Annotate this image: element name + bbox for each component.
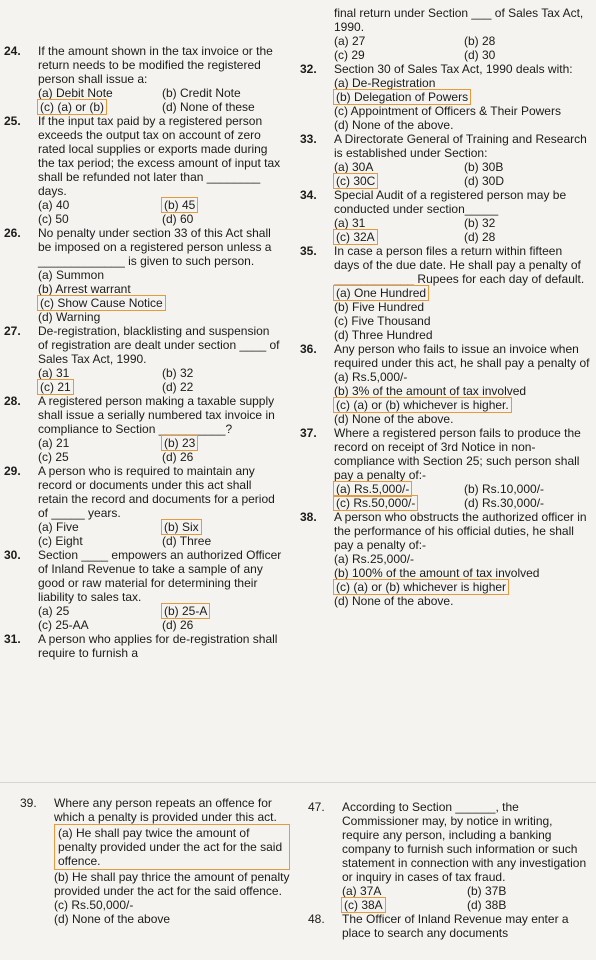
bottom-left-column	[20, 796, 290, 960]
answer-option	[464, 230, 590, 244]
question-item	[4, 548, 282, 632]
answer-option	[334, 328, 590, 342]
answer-option	[38, 310, 282, 324]
highlighted-answer: (b) 23	[164, 436, 196, 450]
answer-option	[334, 286, 590, 300]
question-item	[300, 426, 590, 510]
option-text: (c) Appointment of Officers & Their Powers	[334, 104, 561, 118]
option-text: (b) 3% of the amount of tax involved	[334, 384, 527, 398]
option-text: (b) 30B	[464, 160, 504, 174]
option-text: (d) 28	[464, 230, 496, 244]
question-text: Special Audit of a registered person may be conducted under section_____	[334, 188, 567, 216]
option-text: (a) 40	[38, 198, 70, 212]
option-text: (d) None of these	[162, 100, 255, 114]
right-column	[300, 6, 590, 776]
question-continuation	[300, 6, 590, 62]
answer-option	[464, 34, 590, 48]
highlighted-answer: (c) 30C	[336, 174, 376, 188]
options-list	[38, 268, 282, 324]
answer-option	[38, 86, 158, 100]
answer-option	[334, 174, 460, 188]
option-text: (b) 100% of the amount of tax involved	[334, 566, 540, 580]
question-text: If the input tax paid by a registered person exceeds the output tax on account of zero rated local supplies or exports made during the tax period; the excess amount of input tax shall be refunded not later than ________ days.	[38, 114, 281, 198]
question-number: 30.	[4, 548, 21, 562]
highlighted-answer: (c) 38A	[344, 898, 383, 912]
option-text: (d) 30	[464, 48, 496, 62]
option-text: (a) Rs.25,000/-	[334, 552, 415, 566]
answer-option	[334, 594, 590, 608]
answer-option	[162, 212, 282, 226]
option-text: (a) 27	[334, 34, 366, 48]
question-number: 35.	[300, 244, 317, 258]
highlighted-answer: (c) Show Cause Notice	[40, 296, 163, 310]
option-text: (b) 32	[162, 366, 194, 380]
option-text: (d) None of the above.	[334, 594, 454, 608]
answer-option	[38, 520, 158, 534]
question-item	[300, 342, 590, 426]
question-item	[20, 796, 290, 926]
highlighted-answer: (b) 45	[164, 198, 196, 212]
option-text: (d) 26	[162, 618, 194, 632]
answer-option	[38, 268, 282, 282]
answer-option	[334, 552, 590, 566]
highlighted-answer: (c) (a) or (b)	[40, 100, 104, 114]
answer-option	[334, 496, 460, 510]
answer-option	[464, 216, 590, 230]
question-text: According to Section ______, the Commissioner may, by notice in writing, require any person, including a banking company to furnish such information or such statement in connection with any investigation or inquiry in cases of tax fraud.	[342, 800, 587, 884]
highlighted-answer: (a) One Hundred	[336, 286, 427, 300]
answer-option	[464, 482, 590, 496]
left-column	[4, 44, 282, 774]
options-list	[38, 436, 282, 464]
highlighted-answer: (c) (a) or (b) whichever is higher	[336, 580, 507, 594]
question-text: No penalty under section 33 of this Act shall be imposed on a registered person unless a _____________ is given to such person.	[38, 226, 272, 268]
answer-option	[54, 824, 290, 870]
answer-option	[334, 48, 460, 62]
question-item	[300, 188, 590, 244]
answer-option	[54, 912, 290, 926]
answer-option	[464, 496, 590, 510]
option-text: (b) Rs.10,000/-	[464, 482, 545, 496]
answer-option	[334, 370, 590, 384]
option-text: (b) Five Hundred	[334, 300, 425, 314]
options-list	[38, 198, 282, 226]
continuation-options	[334, 34, 590, 62]
option-text: (c) 25-AA	[38, 618, 89, 632]
option-text: (d) 38B	[467, 898, 507, 912]
answer-option	[464, 160, 590, 174]
option-text: (a) Rs.5,000/-	[334, 370, 408, 384]
answer-option	[162, 534, 282, 548]
answer-option	[38, 282, 282, 296]
question-number: 26.	[4, 226, 21, 240]
answer-option	[464, 174, 590, 188]
question-text: In case a person files a return within fifteen days of the due date. He shall pay a penalty of ____________ Rupees for each day of default.	[334, 244, 585, 286]
question-item	[4, 464, 282, 548]
question-text: A person who applies for de-registration shall require to furnish a	[38, 632, 278, 660]
highlighted-answer: (b) Delegation of Powers	[336, 90, 469, 104]
question-item	[4, 324, 282, 394]
option-text: (c) Eight	[38, 534, 83, 548]
answer-option	[334, 104, 590, 118]
answer-option	[38, 212, 158, 226]
option-text: (a) 31	[38, 366, 70, 380]
highlighted-answer: (c) (a) or (b) whichever is higher.	[336, 398, 509, 412]
option-text: (a) 31	[334, 216, 366, 230]
question-text: Section ____ empowers an authorized Officer of Inland Revenue to take a sample of any good or raw material for determining their liability to sales tax.	[38, 548, 282, 604]
answer-option	[38, 436, 158, 450]
option-text: (b) Arrest warrant	[38, 282, 131, 296]
question-number: 31.	[4, 632, 21, 646]
answer-option	[38, 366, 158, 380]
answer-option	[334, 34, 460, 48]
question-item	[308, 912, 588, 940]
question-text: The Officer of Inland Revenue may enter a place to search any documents	[342, 912, 569, 940]
option-text: (c) 25	[38, 450, 69, 464]
answer-option	[162, 618, 282, 632]
options-list	[334, 370, 590, 426]
option-text: (a) 37A	[342, 884, 382, 898]
option-text: (d) None of the above.	[334, 118, 454, 132]
answer-option	[38, 534, 158, 548]
question-number: 29.	[4, 464, 21, 478]
option-text: (d) 60	[162, 212, 194, 226]
highlighted-answer: (b) 25-A	[164, 604, 208, 618]
answer-option	[334, 300, 590, 314]
highlighted-answer: (c) 21	[40, 380, 71, 394]
question-item	[4, 114, 282, 226]
option-text: (d) None of the above	[54, 912, 171, 926]
option-text: (a) 21	[38, 436, 70, 450]
question-text: A registered person making a taxable supply shall issue a serially numbered tax invoice in compliance to Section __________?	[38, 394, 275, 436]
answer-option	[334, 482, 460, 496]
continuation-text: final return under Section ___ of Sales Tax Act, 1990.	[334, 6, 584, 34]
answer-option	[334, 76, 590, 90]
answer-option	[38, 450, 158, 464]
question-item	[4, 226, 282, 324]
answer-option	[38, 198, 158, 212]
question-number: 34.	[300, 188, 317, 202]
question-text: Any person who fails to issue an invoice when required under this act, he shall pay a penalty of	[334, 342, 590, 370]
options-list	[38, 520, 282, 548]
answer-option	[162, 520, 282, 534]
answer-option	[334, 398, 590, 412]
answer-option	[162, 366, 282, 380]
question-text: A person who obstructs the authorized officer in the performance of his official duties, he shall pay a penalty of:-	[334, 510, 587, 552]
options-list	[334, 286, 590, 342]
answer-option	[54, 870, 290, 898]
question-text: De-registration, blacklisting and suspension of registration are dealt under section ____ of Sales Tax Act, 1990.	[38, 324, 280, 366]
options-list	[38, 604, 282, 632]
options-list	[334, 216, 590, 244]
question-item	[4, 394, 282, 464]
option-text: (a) Summon	[38, 268, 105, 282]
option-text: (c) 29	[334, 48, 365, 62]
answer-option	[334, 230, 460, 244]
question-item	[4, 44, 282, 114]
question-number: 32.	[300, 62, 317, 76]
answer-option	[38, 604, 158, 618]
question-item	[300, 62, 590, 132]
question-text: Section 30 of Sales Tax Act, 1990 deals with:	[334, 62, 573, 76]
answer-option	[38, 296, 282, 310]
option-text: (d) 26	[162, 450, 194, 464]
option-text: (b) 32	[464, 216, 496, 230]
options-list	[54, 824, 290, 926]
option-text: (a) De-Registration	[334, 76, 436, 90]
answer-option	[38, 618, 158, 632]
option-text: (c) Five Thousand	[334, 314, 431, 328]
answer-option	[334, 216, 460, 230]
question-number: 39.	[20, 796, 37, 810]
answer-option	[342, 884, 463, 898]
question-item	[300, 510, 590, 608]
answer-option	[162, 380, 282, 394]
question-text: A person who is required to maintain any record or documents under this act shall retain the record and documents for a period of _____ years.	[38, 464, 275, 520]
answer-option	[334, 412, 590, 426]
highlighted-answer: (a) Rs.5,000/-	[336, 482, 410, 496]
question-number: 25.	[4, 114, 21, 128]
answer-option	[334, 90, 590, 104]
question-text: A Directorate General of Training and Research is established under Section:	[334, 132, 587, 160]
question-number: 33.	[300, 132, 317, 146]
highlighted-answer: (a) He shall pay twice the amount of penalty provided under the act for the said offence.	[54, 824, 290, 870]
option-text: (d) Rs.30,000/-	[464, 496, 545, 510]
answer-option	[162, 436, 282, 450]
bottom-right-column	[308, 800, 588, 960]
option-text: (a) Five	[38, 520, 79, 534]
page-divider	[0, 782, 596, 791]
option-text: (b) 28	[464, 34, 496, 48]
question-number: 38.	[300, 510, 317, 524]
option-text: (d) 22	[162, 380, 194, 394]
option-text: (d) Three Hundred	[334, 328, 433, 342]
question-item	[300, 132, 590, 188]
answer-option	[38, 380, 158, 394]
option-text: (c) 50	[38, 212, 69, 226]
question-number: 28.	[4, 394, 21, 408]
option-text: (d) None of the above.	[334, 412, 454, 426]
options-list	[342, 884, 588, 912]
answer-option	[162, 450, 282, 464]
option-text: (a) 25	[38, 604, 70, 618]
answer-option	[467, 884, 588, 898]
answer-option	[342, 898, 463, 912]
option-text: (b) He shall pay thrice the amount of penalty provided under the act for the said offence.	[54, 870, 290, 898]
option-text: (d) Warning	[38, 310, 101, 324]
answer-option	[334, 118, 590, 132]
answer-option	[162, 100, 282, 114]
options-list	[334, 160, 590, 188]
answer-option	[162, 198, 282, 212]
question-item	[308, 800, 588, 912]
option-text: (d) 30D	[464, 174, 505, 188]
option-text: (a) Debit Note	[38, 86, 113, 100]
question-number: 48.	[308, 912, 325, 926]
question-number: 24.	[4, 44, 21, 58]
question-number: 36.	[300, 342, 317, 356]
question-item	[300, 244, 590, 342]
option-text: (b) 37B	[467, 884, 507, 898]
question-text: If the amount shown in the tax invoice or the return needs to be modified the registered person shall issue a:	[38, 44, 273, 86]
answer-option	[38, 100, 158, 114]
answer-option	[334, 566, 590, 580]
question-number: 47.	[308, 800, 325, 814]
answer-option	[334, 580, 590, 594]
highlighted-answer: (b) Six	[164, 520, 199, 534]
option-text: (b) Credit Note	[162, 86, 241, 100]
answer-option	[334, 314, 590, 328]
options-list	[38, 366, 282, 394]
question-number: 37.	[300, 426, 317, 440]
answer-option	[162, 86, 282, 100]
answer-option	[467, 898, 588, 912]
options-list	[334, 552, 590, 608]
question-number: 27.	[4, 324, 21, 338]
question-text: Where any person repeats an offence for which a penalty is provided under this act.	[54, 796, 277, 824]
highlighted-answer: (c) 32A	[336, 230, 375, 244]
option-text: (c) Rs.50,000/-	[54, 898, 134, 912]
question-text: Where a registered person fails to produce the record on receipt of 3rd Notice in non-compliance with Section 25; such person shall pay a penalty of:-	[334, 426, 581, 482]
options-list	[38, 86, 282, 114]
highlighted-answer: (c) Rs.50,000/-	[336, 496, 416, 510]
answer-option	[334, 384, 590, 398]
option-text: (d) Three	[162, 534, 212, 548]
answer-option	[464, 48, 590, 62]
answer-option	[162, 604, 282, 618]
question-item	[4, 632, 282, 660]
answer-option	[54, 898, 290, 912]
answer-option	[334, 160, 460, 174]
option-text: (a) 30A	[334, 160, 374, 174]
options-list	[334, 482, 590, 510]
options-list	[334, 76, 590, 132]
